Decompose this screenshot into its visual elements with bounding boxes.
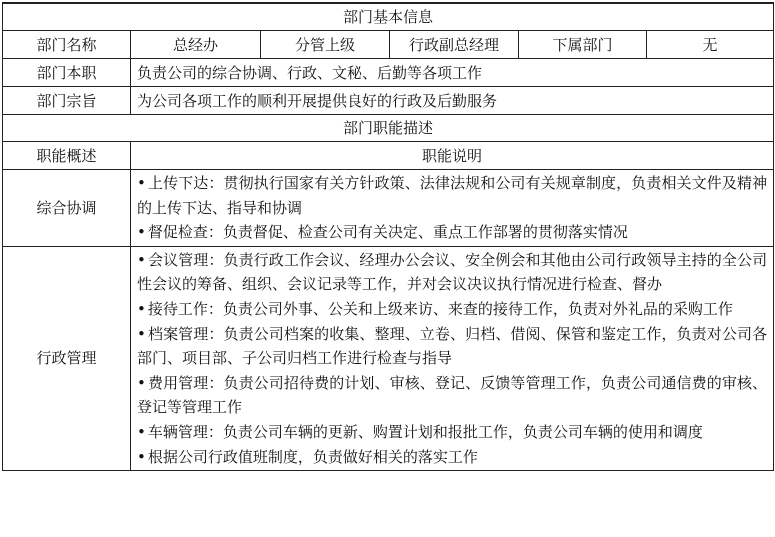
bullet-icon: • — [137, 422, 146, 441]
purpose-value: 为公司各项工作的顺利开展提供良好的行政及后勤服务 — [131, 87, 774, 115]
bullet-icon: • — [137, 223, 146, 242]
bullet-icon: • — [137, 174, 146, 192]
col-overview-header: 职能概述 — [3, 142, 131, 170]
list-item: • 档案管理：负责公司档案的收集、整理、立卷、归档、借阅、保管和鉴定工作，负责对公司各部门、项目部、子公司归档工作进行检查与指导 — [137, 324, 768, 368]
purpose-label: 部门宗旨 — [3, 87, 131, 115]
bullet-icon: • — [137, 324, 146, 343]
duty-label: 部门本职 — [3, 59, 131, 87]
list-item: • 接待工作：负责公司外事、公关和上级来访、来查的接待工作，负责对外礼品的采购工作 — [137, 299, 733, 318]
bullet-icon: • — [137, 373, 146, 392]
function-name-coordination: 综合协调 — [3, 170, 131, 247]
list-item: • 费用管理：负责公司招待费的计划、审核、登记、反馈等管理工作，负责公司通信费的审核、登记等管理工作 — [137, 373, 768, 417]
list-item: • 上传下达：贯彻执行国家有关方针政策、法律法规和公司有关规章制度，负责相关文件及精神的上传下达、指导和协调 — [137, 174, 768, 217]
subordinate-value: 无 — [647, 31, 774, 59]
function-name-admin: 行政管理 — [3, 246, 131, 470]
bullet-icon: • — [137, 447, 146, 466]
bullet-icon: • — [137, 250, 146, 269]
col-description-header: 职能说明 — [131, 142, 774, 170]
dept-name-value: 总经办 — [131, 31, 261, 59]
list-item: • 会议管理：负责行政工作会议、经理办公会议、安全例会和其他由公司行政领导主持的全公司性会议的筹备、组织、会议记录等工作，并对会议决议执行情况进行检查、督办 — [137, 250, 768, 294]
function-desc-coordination — [131, 170, 774, 247]
functions-header: 部门职能描述 — [3, 115, 774, 142]
function-desc-admin — [131, 246, 774, 470]
basic-info-header: 部门基本信息 — [3, 3, 774, 31]
list-item: • 督促检查：负责督促、检查公司有关决定、重点工作部署的贯彻落实情况 — [137, 223, 628, 242]
duty-value: 负责公司的综合协调、行政、文秘、后勤等各项工作 — [131, 59, 774, 87]
bullet-icon: • — [137, 299, 146, 318]
dept-table — [2, 2, 774, 471]
list-item: • 车辆管理：负责公司车辆的更新、购置计划和报批工作，负责公司车辆的使用和调度 — [137, 422, 703, 441]
in-charge-value: 行政副总经理 — [390, 31, 519, 59]
dept-name-label: 部门名称 — [3, 31, 131, 59]
subordinate-label: 下属部门 — [519, 31, 647, 59]
in-charge-label: 分管上级 — [261, 31, 390, 59]
list-item: • 根据公司行政值班制度，负责做好相关的落实工作 — [137, 447, 478, 466]
